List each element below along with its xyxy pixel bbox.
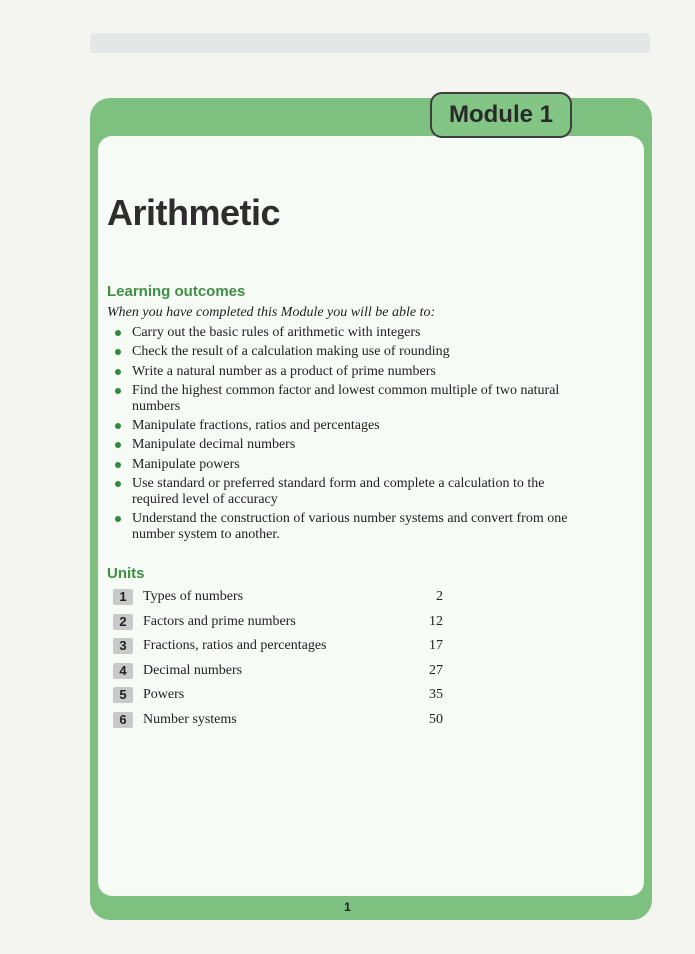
learning-outcomes-heading: Learning outcomes [107, 283, 246, 300]
bullet-icon [115, 462, 121, 468]
bullet-icon [115, 481, 121, 487]
units-list [113, 588, 443, 736]
list-item: Use standard or preferred standard form and complete a calculation to the required level of accuracy [113, 476, 583, 508]
unit-title: Number systems [143, 711, 237, 727]
learning-outcomes-intro: When you have completed this Module you will be able to: [107, 305, 436, 320]
unit-number-badge: 6 [113, 712, 133, 728]
unit-row [113, 613, 443, 638]
list-item: Manipulate fractions, ratios and percentages [113, 418, 583, 434]
bullet-icon [115, 516, 121, 522]
bullet-icon [115, 388, 121, 394]
unit-number-badge: 2 [113, 614, 133, 630]
unit-row [113, 711, 443, 736]
unit-title: Decimal numbers [143, 662, 243, 678]
bleed-through-header-bar [90, 33, 650, 53]
bullet-icon [115, 369, 121, 375]
unit-title: Types of numbers [143, 589, 244, 604]
unit-page-number: 27 [429, 662, 443, 678]
unit-title: Powers [143, 687, 185, 703]
unit-row [113, 637, 443, 662]
unit-title: Factors and prime numbers [143, 613, 296, 629]
bullet-icon [115, 330, 121, 336]
unit-row [113, 588, 443, 613]
units-heading: Units [107, 565, 145, 582]
unit-number-badge: 1 [113, 589, 133, 605]
unit-title: Fractions, ratios and percentages [143, 638, 327, 654]
unit-row [113, 686, 443, 711]
list-item: Check the result of a calculation making use of rounding [113, 344, 583, 360]
unit-page-number: 35 [429, 687, 443, 703]
bullet-icon [115, 442, 121, 448]
page-number: 1 [344, 900, 351, 914]
unit-page-number: 50 [429, 711, 443, 727]
unit-page-number: 2 [436, 589, 443, 604]
unit-number-badge: 3 [113, 638, 133, 654]
unit-page-number: 12 [429, 613, 443, 629]
list-item: Carry out the basic rules of arithmetic with integers [113, 325, 583, 341]
unit-page-number: 17 [429, 638, 443, 654]
page-title: Arithmetic [107, 192, 281, 233]
list-item: Understand the construction of various number systems and convert from one number system to another. [113, 511, 583, 543]
learning-outcomes-list [113, 325, 583, 547]
list-item: Manipulate decimal numbers [113, 437, 583, 453]
unit-number-badge: 4 [113, 663, 133, 679]
unit-number-badge: 5 [113, 687, 133, 703]
bullet-icon [115, 423, 121, 429]
module-tab: Module 1 [430, 92, 572, 138]
list-item: Write a natural number as a product of prime numbers [113, 364, 583, 380]
list-item: Manipulate powers [113, 457, 583, 473]
unit-row [113, 662, 443, 687]
list-item: Find the highest common factor and lowest common multiple of two natural numbers [113, 383, 583, 415]
bullet-icon [115, 349, 121, 355]
